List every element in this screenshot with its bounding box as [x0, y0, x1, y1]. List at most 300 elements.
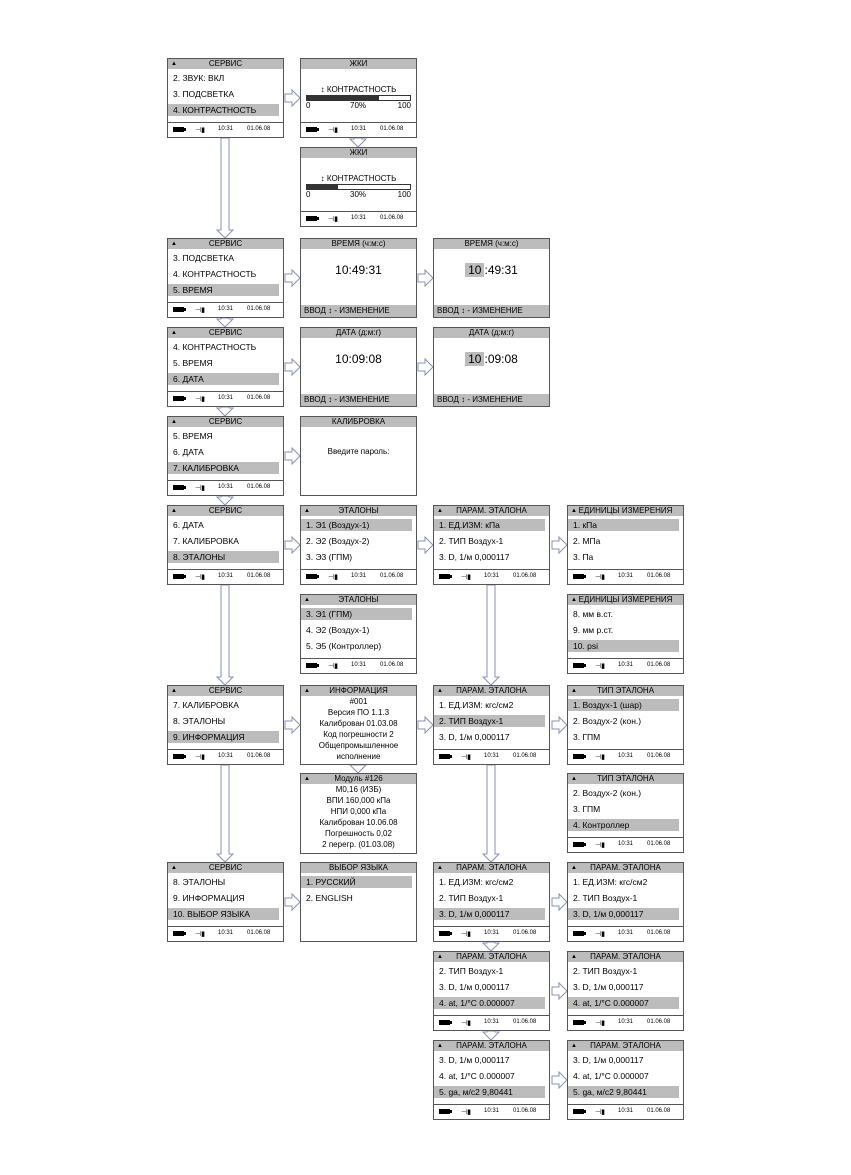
menu-item-selected[interactable]: 3. D, 1/м 0,000117: [568, 908, 679, 920]
screen-title: [168, 59, 283, 69]
screen-title: [301, 774, 416, 784]
more-ellipsis: . . .: [355, 587, 378, 597]
menu-item[interactable]: 2. Воздух-2 (кон.): [573, 716, 642, 726]
type-etalon-screen: [567, 773, 684, 853]
screen-title-text: ЕДИНИЦЫ ИЗМЕРЕНИЯ: [578, 595, 673, 604]
info-line: Версия ПО 1.1.3: [327, 708, 390, 717]
scroll-arrow-icon: ▲: [571, 1043, 577, 1049]
menu-item[interactable]: 3. D, 1/м 0,000117: [439, 982, 510, 992]
power-plug-icon: ⊣▮: [461, 931, 471, 938]
screen-title: [434, 686, 549, 696]
screen-title: [301, 863, 416, 873]
scroll-arrow-icon: ▲: [171, 330, 177, 336]
menu-item[interactable]: 6. ДАТА: [173, 447, 204, 457]
date_screen-value[interactable]: [434, 352, 549, 366]
menu-item-selected[interactable]: 6. ДАТА: [168, 373, 279, 385]
scroll-arrow-icon: ▲: [571, 508, 577, 514]
service-menu-screen: [167, 58, 284, 138]
status-time: 10:31: [484, 753, 500, 759]
status-time: 10:31: [618, 753, 634, 759]
screen-title-text: Модуль #126: [334, 774, 383, 783]
status-bar: [434, 926, 549, 941]
units-screen: [567, 594, 684, 674]
status-time: 10:31: [484, 1019, 500, 1025]
scroll-arrow-icon: ▲: [571, 776, 577, 782]
info-line: Калиброван 01.03.08: [319, 719, 398, 728]
flow-arrow-down: [217, 496, 233, 505]
battery-icon: [439, 1109, 450, 1114]
menu-item-selected[interactable]: 4. КОНТРАСТНОСТЬ: [168, 104, 279, 116]
screen-title-text: ТИП ЭТАЛОНА: [596, 774, 655, 783]
screen-title: [434, 952, 549, 962]
status-bar: [568, 569, 683, 584]
status-date: 01.06.08: [513, 573, 537, 579]
screen-title: [168, 506, 283, 516]
language-option[interactable]: 2. ENGLISH: [306, 893, 353, 903]
menu-item[interactable]: 1. ЕД.ИЗМ: кгс/см2: [439, 700, 514, 710]
power-plug-icon: ⊣▮: [195, 754, 205, 761]
scale-min: 0: [306, 190, 311, 199]
scroll-arrow-icon: ▲: [304, 508, 310, 514]
time_screen-value[interactable]: 10:49:31: [335, 263, 382, 277]
status-time: 10:31: [218, 930, 234, 936]
menu-item[interactable]: 7. КАЛИБРОВКА: [173, 700, 239, 710]
status-date: 01.06.08: [247, 573, 271, 579]
module-line: М0,16 (ИЗБ): [335, 785, 382, 794]
menu-item-selected[interactable]: 1. Воздух-1 (шар): [568, 699, 679, 711]
status-time: 10:31: [618, 841, 634, 847]
menu-item[interactable]: 5. ВРЕМЯ: [173, 358, 213, 368]
param-etalon-screen: [567, 951, 684, 1031]
flow-arrow-right: [285, 270, 300, 286]
screen-title: [301, 148, 416, 158]
updown-icon: ↕: [320, 85, 327, 94]
menu-item-selected[interactable]: 1. ЕД.ИЗМ: кПа: [434, 519, 545, 531]
screen-footer: ВВОД ↕ - ИЗМЕНЕНИЕ: [434, 305, 549, 317]
power-plug-icon: ⊣▮: [461, 1109, 471, 1116]
info-line: исполнение: [336, 752, 381, 761]
status-bar: [434, 1015, 549, 1030]
power-plug-icon: ⊣▮: [328, 127, 338, 134]
power-plug-icon: ⊣▮: [195, 127, 205, 134]
battery-icon: [306, 216, 317, 221]
time_screen-value[interactable]: [434, 263, 549, 277]
screen-title: [568, 506, 683, 516]
status-bar: [434, 1104, 549, 1119]
flow-arrow-right: [552, 537, 567, 553]
menu-item-selected[interactable]: 9. ИНФОРМАЦИЯ: [168, 731, 279, 743]
battery-icon: [573, 931, 584, 936]
time_screen-screen: [433, 238, 550, 318]
status-date: 01.06.08: [647, 662, 671, 668]
battery-icon: [439, 1020, 450, 1025]
menu-item-selected[interactable]: 5. ga, м/с2 9,80441: [568, 1086, 679, 1098]
language-option[interactable]: 1. РУССКИЙ: [301, 876, 412, 888]
menu-item[interactable]: 1. ЕД.ИЗМ: кгс/см2: [573, 877, 648, 887]
flow-arrow-right: [285, 537, 300, 553]
status-bar: [434, 749, 549, 764]
screen-title: [434, 239, 549, 249]
menu-item[interactable]: 5. ВРЕМЯ: [173, 431, 213, 441]
units-screen: [567, 505, 684, 585]
scroll-arrow-icon: ▲: [171, 419, 177, 425]
screen-title-text: ПАРАМ. ЭТАЛОНА: [456, 1041, 527, 1050]
menu-item[interactable]: 3. ГПМ: [573, 732, 601, 742]
service-menu-screen: [167, 327, 284, 407]
status-time: 10:31: [618, 573, 634, 579]
scroll-arrow-icon: ▲: [171, 61, 177, 67]
updown-icon: ↕: [320, 174, 327, 183]
status-date: 01.06.08: [647, 930, 671, 936]
screen-title-text: ИНФОРМАЦИЯ: [329, 686, 388, 695]
menu-item[interactable]: 4. at, 1/°C 0.000007: [439, 1071, 515, 1081]
menu-item[interactable]: 3. D, 1/м 0,000117: [573, 1055, 644, 1065]
menu-item-selected[interactable]: 3. D, 1/м 0,000117: [434, 908, 545, 920]
param-etalon-screen: [567, 862, 684, 942]
screen-title-text: ЭТАЛОНЫ: [338, 595, 379, 604]
menu-item[interactable]: 9. ИНФОРМАЦИЯ: [173, 893, 245, 903]
menu-item[interactable]: 8. мм в.ст.: [573, 609, 613, 619]
service-menu-screen: [167, 505, 284, 585]
screen-title-text: СЕРВИС: [208, 686, 243, 695]
status-date: 01.06.08: [247, 753, 271, 759]
service-menu-screen: [167, 685, 284, 765]
screen-title-text: ПАРАМ. ЭТАЛОНА: [456, 506, 527, 515]
menu-item[interactable]: 6. ДАТА: [173, 520, 204, 530]
screen-title: [301, 59, 416, 69]
status-bar: [168, 926, 283, 941]
screen-title: [168, 417, 283, 427]
service-menu-screen: [167, 862, 284, 942]
flow-arrow-right: [418, 359, 433, 375]
menu-item[interactable]: 2. ТИП Воздух-1: [439, 966, 504, 976]
param-etalon-screen: [433, 951, 550, 1031]
power-plug-icon: ⊣▮: [595, 842, 605, 849]
type-etalon-screen: [567, 685, 684, 765]
module-line: ВПИ 160,000 кПа: [326, 796, 391, 805]
param-etalon-screen: [433, 685, 550, 765]
status-time: 10:31: [618, 1108, 634, 1114]
status-bar: [168, 569, 283, 584]
menu-item-selected[interactable]: 10. psi: [568, 640, 679, 652]
flow-arrow-down: [217, 585, 233, 685]
flow-arrow-down: [217, 407, 233, 416]
battery-icon: [439, 931, 450, 936]
power-plug-icon: ⊣▮: [195, 485, 205, 492]
status-bar: [568, 1015, 683, 1030]
status-time: 10:31: [351, 662, 367, 668]
scale-max: 100: [397, 190, 411, 199]
status-time: 10:31: [618, 930, 634, 936]
param-etalon-screen: [433, 1040, 550, 1120]
flow-arrow-down: [483, 1031, 499, 1040]
screen-title-text: СЕРВИС: [208, 59, 243, 68]
menu-item[interactable]: 3. Па: [573, 552, 594, 562]
menu-item-selected[interactable]: 8. ЭТАЛОНЫ: [168, 551, 279, 563]
screen-title-text: ПАРАМ. ЭТАЛОНА: [590, 863, 661, 872]
menu-item[interactable]: 3. D, 1/м 0,000117: [439, 1055, 510, 1065]
service-menu-screen: [167, 238, 284, 318]
scroll-arrow-icon: ▲: [437, 688, 443, 694]
editing-field[interactable]: 10: [465, 263, 484, 277]
status-date: 01.06.08: [647, 841, 671, 847]
etalons-screen: [300, 505, 417, 585]
status-date: 01.06.08: [647, 573, 671, 579]
scale-max: 100: [397, 101, 411, 110]
status-time: 10:31: [218, 395, 234, 401]
scroll-arrow-icon: ▲: [171, 865, 177, 871]
module-line: Калиброван 10.06.08: [319, 818, 398, 827]
editing-field[interactable]: 10: [465, 352, 484, 366]
status-date: 01.06.08: [247, 395, 271, 401]
menu-item[interactable]: 3. ПОДСВЕТКА: [173, 253, 235, 263]
power-plug-icon: ⊣▮: [328, 216, 338, 223]
menu-item[interactable]: 3. D, 1/м 0,000117: [439, 732, 510, 742]
status-bar: [568, 1104, 683, 1119]
status-time: 10:31: [218, 753, 234, 759]
status-bar: [568, 837, 683, 852]
flow-arrow-right: [285, 359, 300, 375]
menu-item[interactable]: 3. D, 1/м 0,000117: [439, 552, 510, 562]
screen-title: [568, 1041, 683, 1051]
menu-item-selected[interactable]: 4. at, 1/°C 0.000007: [434, 997, 545, 1009]
power-plug-icon: ⊣▮: [195, 396, 205, 403]
screen-title-text: СЕРВИС: [208, 417, 243, 426]
screen-title-text: ПАРАМ. ЭТАЛОНА: [456, 686, 527, 695]
screen-title: [168, 686, 283, 696]
status-time: 10:31: [484, 573, 500, 579]
status-time: 10:31: [351, 215, 367, 221]
menu-item[interactable]: 1. ЕД.ИЗМ: кгс/см2: [439, 877, 514, 887]
menu-item[interactable]: 3. D, 1/м 0,000117: [573, 982, 644, 992]
scroll-arrow-icon: ▲: [437, 508, 443, 514]
date_screen-screen: [300, 327, 417, 407]
screen-title-text: ЖКИ: [349, 148, 368, 157]
contrast-slider-fill: [307, 96, 379, 100]
menu-item[interactable]: 2. ТИП Воздух-1: [573, 966, 638, 976]
screen-footer: ВВОД ↕ - ИЗМЕНЕНИЕ: [301, 305, 416, 317]
menu-item-selected[interactable]: 1. Э1 (Воздух-1): [301, 519, 412, 531]
battery-icon: [173, 485, 184, 490]
flow-arrow-right: [418, 270, 433, 286]
menu-item[interactable]: 2. ТИП Воздух-1: [439, 536, 504, 546]
menu-item[interactable]: 5. Э5 (Контроллер): [306, 641, 382, 651]
flow-arrow-right: [285, 90, 300, 106]
menu-item[interactable]: 2. Э2 (Воздух-2): [306, 536, 370, 546]
battery-icon: [173, 307, 184, 312]
flow-arrow-right: [285, 717, 300, 733]
module-screen: [300, 773, 417, 854]
status-date: 01.06.08: [513, 930, 537, 936]
menu-item-selected[interactable]: 3. Э1 (ГПМ): [301, 608, 412, 620]
screen-title-text: СЕРВИС: [208, 863, 243, 872]
scroll-arrow-icon: ▲: [304, 776, 310, 782]
power-plug-icon: ⊣▮: [595, 1020, 605, 1027]
status-time: 10:31: [351, 573, 367, 579]
status-bar: [301, 569, 416, 584]
screen-footer: ВВОД ↕ - ИЗМЕНЕНИЕ: [434, 394, 549, 406]
status-date: 01.06.08: [513, 1108, 537, 1114]
screen-title-text: ЕДИНИЦЫ ИЗМЕРЕНИЯ: [578, 506, 673, 515]
menu-item-selected[interactable]: 7. КАЛИБРОВКА: [168, 462, 279, 474]
time_screen-screen: [300, 238, 417, 318]
status-bar: [168, 749, 283, 764]
screen-title: [568, 863, 683, 873]
screen-title: [434, 506, 549, 516]
etalons-screen: [300, 594, 417, 674]
menu-item-selected[interactable]: 1. кПа: [568, 519, 679, 531]
power-plug-icon: ⊣▮: [328, 663, 338, 670]
status-time: 10:31: [618, 662, 634, 668]
menu-item-selected[interactable]: 2. ТИП Воздух-1: [434, 715, 545, 727]
power-plug-icon: ⊣▮: [595, 754, 605, 761]
status-date: 01.06.08: [647, 753, 671, 759]
flow-arrow-down: [217, 765, 233, 862]
status-date: 01.06.08: [513, 1019, 537, 1025]
screen-title-text: СЕРВИС: [208, 239, 243, 248]
battery-icon: [173, 574, 184, 579]
status-time: 10:31: [618, 1019, 634, 1025]
power-plug-icon: ⊣▮: [595, 663, 605, 670]
scroll-arrow-icon: ▲: [571, 597, 577, 603]
screen-title-text: ПАРАМ. ЭТАЛОНА: [456, 952, 527, 961]
flow-arrow-right: [285, 448, 300, 464]
flow-arrow-right: [418, 537, 433, 553]
contrast-scale: [306, 190, 411, 200]
scale-min: 0: [306, 101, 311, 110]
module-line: Погрешность 0,02: [325, 829, 392, 838]
flow-arrow-down: [217, 138, 233, 238]
screen-title-text: ВРЕМЯ (ч:м:с): [331, 239, 386, 248]
flow-arrow-down: [217, 318, 233, 327]
menu-item[interactable]: 2. ЗВУК: ВКЛ: [173, 73, 225, 83]
menu-item-selected[interactable]: 4. Контроллер: [568, 819, 679, 831]
status-time: 10:31: [484, 930, 500, 936]
battery-icon: [573, 574, 584, 579]
screen-title-text: ПАРАМ. ЭТАЛОНА: [456, 863, 527, 872]
param-etalon-screen: [433, 862, 550, 942]
language-screen: [300, 862, 417, 942]
menu-item-selected[interactable]: 10. ВЫБОР ЯЗЫКА: [168, 908, 279, 920]
info-line: #001: [349, 697, 368, 706]
menu-item[interactable]: 4. at, 1/°C 0.000007: [573, 1071, 649, 1081]
status-bar: [168, 391, 283, 406]
param-etalon-screen: [433, 505, 550, 585]
screen-title-text: ВРЕМЯ (ч:м:с): [464, 239, 519, 248]
contrast-screen: [300, 58, 417, 138]
menu-item[interactable]: 8. ЭТАЛОНЫ: [173, 877, 226, 887]
screen-title: [168, 863, 283, 873]
date_screen-value[interactable]: 10:09:08: [335, 352, 382, 366]
scroll-arrow-icon: ▲: [304, 688, 310, 694]
screen-title-text: ВЫБОР ЯЗЫКА: [328, 863, 389, 872]
flow-arrow-right: [552, 717, 567, 733]
scroll-arrow-icon: ▲: [437, 865, 443, 871]
menu-item[interactable]: 2. МПа: [573, 536, 601, 546]
status-bar: [568, 749, 683, 764]
contrast-label-text: КОНТРАСТНОСТЬ: [326, 85, 397, 94]
value-rest: :09:08: [484, 352, 518, 366]
info-line: Код погрешности 2: [323, 730, 394, 739]
menu-item-selected[interactable]: 5. ВРЕМЯ: [168, 284, 279, 296]
menu-item[interactable]: 3. ПОДСВЕТКА: [173, 89, 235, 99]
status-bar: [168, 480, 283, 495]
screen-title: [434, 1041, 549, 1051]
status-bar: [301, 658, 416, 673]
power-plug-icon: ⊣▮: [461, 574, 471, 581]
status-bar: [168, 122, 283, 137]
menu-item[interactable]: 2. ТИП Воздух-1: [439, 893, 504, 903]
more-ellipsis: . . .: [622, 587, 645, 597]
menu-item[interactable]: 8. ЭТАЛОНЫ: [173, 716, 226, 726]
battery-icon: [573, 754, 584, 759]
menu-item[interactable]: 2. Воздух-2 (кон.): [573, 788, 642, 798]
battery-icon: [306, 574, 317, 579]
status-time: 10:31: [218, 126, 234, 132]
flow-arrow-down: [350, 138, 366, 147]
screen-title: [301, 239, 416, 249]
status-date: 01.06.08: [380, 573, 404, 579]
status-bar: [568, 926, 683, 941]
battery-icon: [573, 1020, 584, 1025]
power-plug-icon: ⊣▮: [461, 1020, 471, 1027]
scroll-arrow-icon: ▲: [171, 688, 177, 694]
power-plug-icon: ⊣▮: [328, 574, 338, 581]
flow-arrow-right: [552, 983, 567, 999]
power-plug-icon: ⊣▮: [195, 307, 205, 314]
flow-arrow-right: [552, 894, 567, 910]
power-plug-icon: ⊣▮: [195, 931, 205, 938]
screen-title: [301, 417, 416, 427]
battery-icon: [573, 663, 584, 668]
screen-title: [434, 328, 549, 338]
status-time: 10:31: [484, 1108, 500, 1114]
flow-arrow-down: [483, 942, 499, 951]
menu-item[interactable]: 2. ТИП Воздух-1: [573, 893, 638, 903]
status-bar: [301, 122, 416, 137]
menu-item[interactable]: 7. КАЛИБРОВКА: [173, 536, 239, 546]
password-prompt: Введите пароль:: [327, 447, 390, 456]
power-plug-icon: ⊣▮: [461, 754, 471, 761]
service-menu-screen: [167, 416, 284, 496]
screen-title-text: ДАТА (д:м:г): [335, 328, 382, 337]
status-date: 01.06.08: [247, 930, 271, 936]
menu-item[interactable]: 4. КОНТРАСТНОСТЬ: [173, 342, 257, 352]
calibration-screen: [300, 416, 417, 496]
menu-item[interactable]: 3. ГПМ: [573, 804, 601, 814]
menu-item[interactable]: 9. мм р.ст.: [573, 625, 614, 635]
battery-icon: [439, 754, 450, 759]
menu-item[interactable]: 3. Э3 (ГПМ): [306, 552, 353, 562]
screen-title-text: СЕРВИС: [208, 506, 243, 515]
module-line: НПИ 0,000 кПа: [330, 807, 387, 816]
battery-icon: [306, 663, 317, 668]
contrast-label-text: КОНТРАСТНОСТЬ: [326, 174, 397, 183]
status-bar: [301, 211, 416, 226]
menu-item-selected[interactable]: 5. ga, м/с2 9,80441: [434, 1086, 545, 1098]
menu-item-selected[interactable]: 4. at, 1/°C 0.000007: [568, 997, 679, 1009]
status-bar: [168, 302, 283, 317]
status-bar: [568, 658, 683, 673]
scroll-arrow-icon: ▲: [437, 1043, 443, 1049]
scroll-arrow-icon: ▲: [571, 865, 577, 871]
contrast-value: 70%: [350, 101, 367, 110]
battery-icon: [573, 1109, 584, 1114]
menu-item[interactable]: 4. КОНТРАСТНОСТЬ: [173, 269, 257, 279]
menu-item[interactable]: 4. Э2 (Воздух-1): [306, 625, 370, 635]
contrast-scale: [306, 101, 411, 111]
scroll-arrow-icon: ▲: [571, 954, 577, 960]
